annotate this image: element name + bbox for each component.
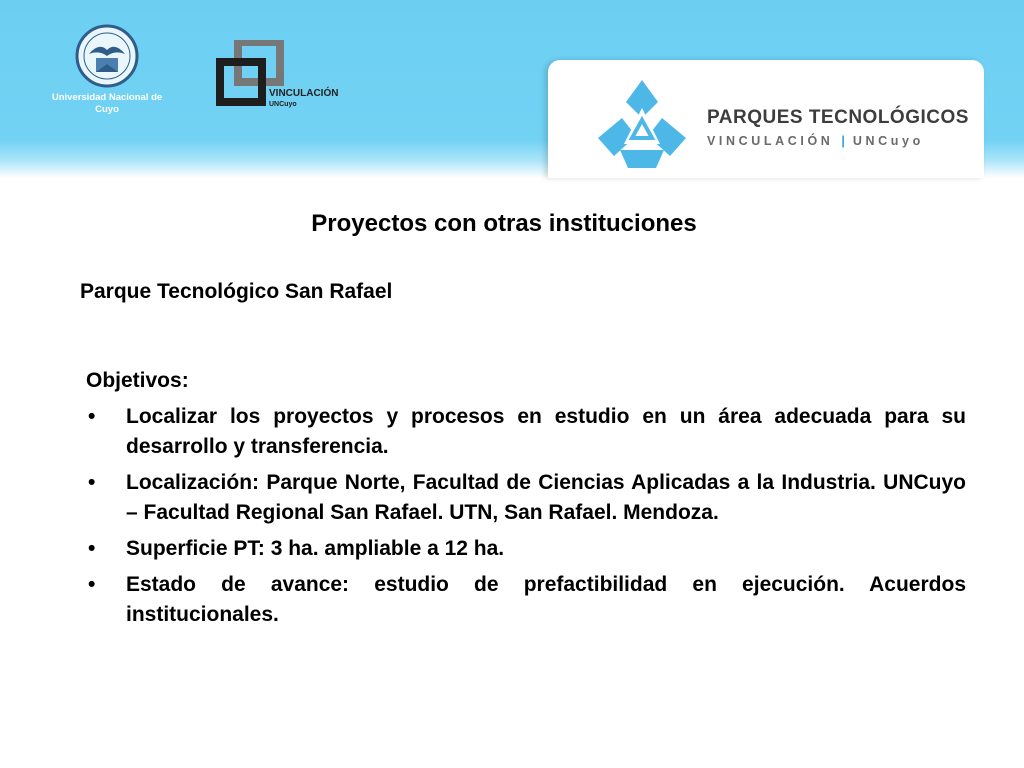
list-item-text: Localización: Parque Norte, Facultad de Ciencias Aplicadas a la Industria. UNCuyo – Facultad Regional San Rafael. UTN, San Rafael. Mendoza. (126, 471, 966, 524)
parques-subtitle (707, 134, 924, 148)
bullet-icon: • (88, 537, 96, 560)
university-seal-icon (75, 24, 139, 88)
list-item-text: Localizar los proyectos y procesos en estudio en un área adecuada para su desarrollo y transferencia. (126, 405, 966, 458)
parques-logo-panel (548, 60, 984, 178)
vinculacion-title: VINCULACIÓN (269, 88, 339, 99)
parques-sub-separator: | (841, 134, 845, 148)
university-name: Universidad Nacional de Cuyo (51, 92, 163, 115)
vinculacion-logo (214, 40, 354, 112)
slide-title: Proyectos con otras instituciones (311, 210, 697, 237)
vinculacion-subtitle: UNCuyo (269, 101, 297, 108)
objectives-list (86, 402, 966, 630)
list-item (86, 402, 966, 462)
parques-title: PARQUES TECNOLÓGICOS (707, 107, 969, 128)
list-item (86, 534, 966, 564)
list-item-text: Estado de avance: estudio de prefactibilidad en ejecución. Acuerdos institucionales. (126, 573, 966, 626)
list-item-text: Superficie PT: 3 ha. ampliable a 12 ha. (126, 537, 505, 560)
bullet-icon: • (88, 471, 96, 494)
parques-logo-icon (594, 78, 690, 172)
slide-subtitle: Parque Tecnológico San Rafael (80, 280, 393, 303)
objectives-section (86, 366, 966, 636)
header-banner (0, 0, 1024, 178)
parques-sub-right: UNCuyo (852, 134, 924, 148)
bullet-icon: • (88, 573, 96, 596)
objectives-label: Objetivos: (86, 369, 189, 392)
list-item (86, 570, 966, 630)
list-item (86, 468, 966, 528)
parques-sub-left: VINCULACIÓN (707, 134, 834, 148)
bullet-icon: • (88, 405, 96, 428)
university-logo (48, 24, 166, 128)
